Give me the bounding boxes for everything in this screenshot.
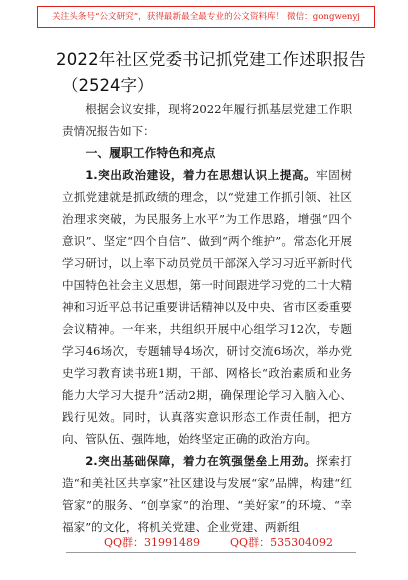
- document-body: [62, 98, 352, 538]
- paragraph-1-lead: 1.突出政治建设，着力在思想认识上提高。: [85, 168, 317, 182]
- paragraph-2: [62, 450, 352, 538]
- bottom-qq-banner: [104, 534, 334, 552]
- qq-group-1: QQ群：31991489: [104, 536, 201, 549]
- section-heading: 一、履职工作特色和亮点: [85, 146, 216, 160]
- paragraph-1-text: 牢固树立抓党建就是抓政绩的理念，以“党建工作抓引领、社区治理求突破，为民服务上水平”为工作思路，增强“四个意识”、坚定“四个自信”、做到“两个维护”。常态化开展学习研讨，以上率下动员党员干部深入学习习近平新时代中国特色社会主义思想，第一时间跟进学习党的二十大精神和习近平总书记重要讲话精神以及中央、省市区委重要会议精神。一年来，共组织开展中心组学习12次，专题学习46场次，专题辅导4场次，研讨交流6场次，举办党史学习教育读书班1期，干部、网格长“政治素质和业务能力大学习大提升”活动2期，确保理论学习入脑入心、践行见效。同时，认真落实意识形态工作责任制，把方向、管队伍、强阵地，始终坚定正确的政治方向。: [62, 168, 352, 446]
- paragraph-2-lead: 2.突出基础保障，着力在筑强堡垒上用劲。: [85, 454, 317, 468]
- intro-paragraph: 根据会议安排，现将2022年履行抓基层党建工作职责情况报告如下：: [62, 102, 352, 138]
- paragraph-1: [62, 164, 352, 450]
- top-promo-banner: 关注头条号“公文研究”，获得最新最全最专业的公文资料库！ 微信：gongwenyj: [37, 6, 375, 28]
- paragraph-2-text: 探索打造“和美社区共享家”社区建设与发展“家”品牌，构建“红管家”的服务、“创享家”的治理、“美好家”的环境、“幸福家”的文化，将机关党建、企业党建、两新组: [62, 454, 352, 534]
- document-subtitle: （2524字）: [62, 76, 154, 95]
- qq-group-2: QQ群：535304092: [230, 536, 334, 549]
- document-title: 2022年社区党委书记抓党建工作述职报告: [56, 50, 366, 69]
- bottom-divider: [66, 552, 356, 553]
